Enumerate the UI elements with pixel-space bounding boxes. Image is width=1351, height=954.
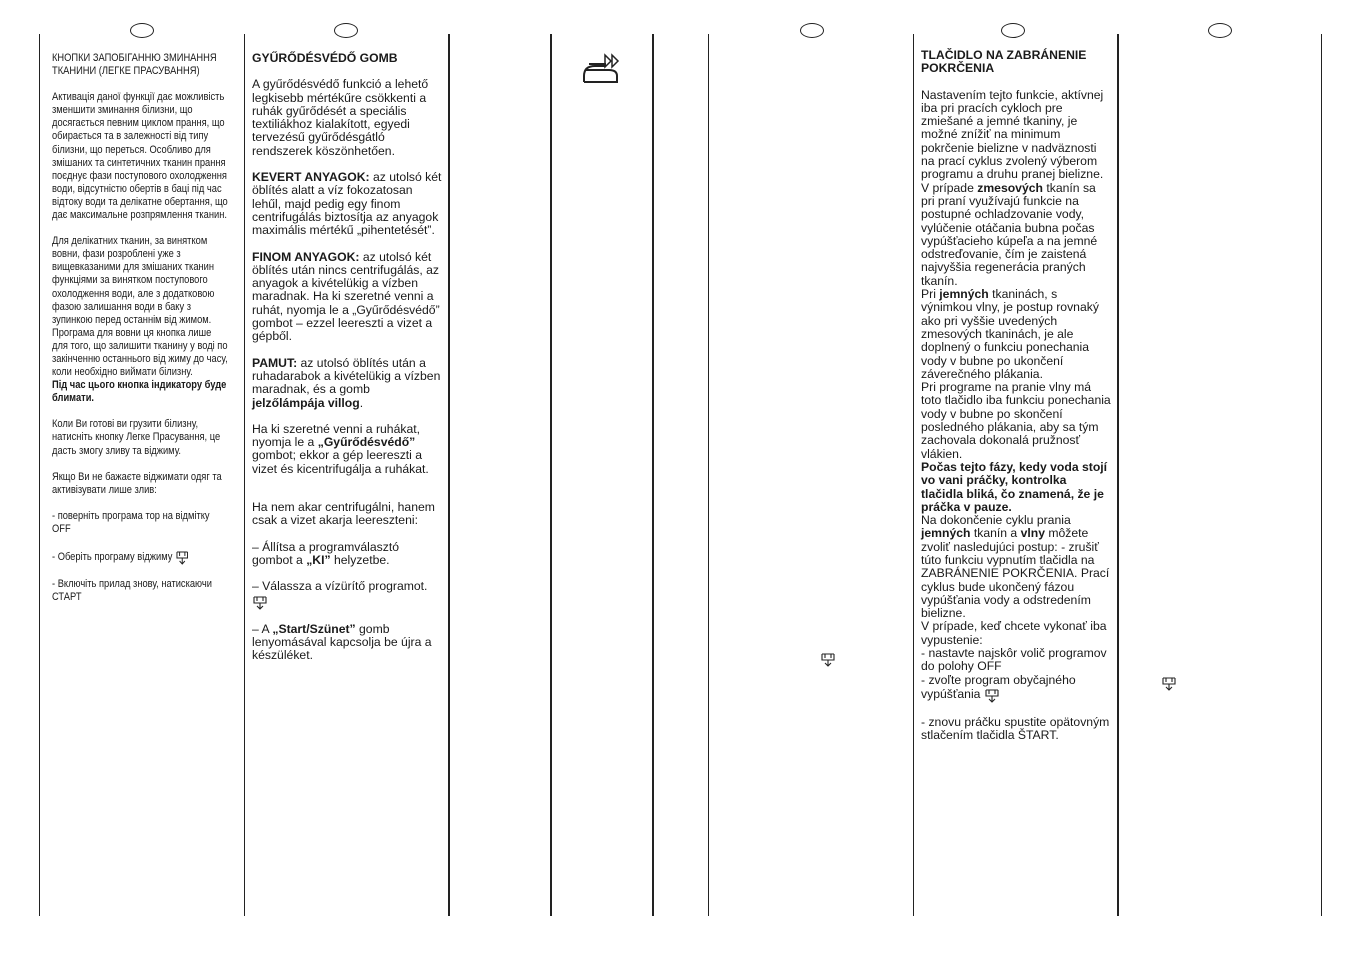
text: az utolsó két öblítés után nincs centrifugálás, az anyagok a kivételükig a vízben maradnak. Ha ki szeretné venni a ruhát, nyomja le a „Gyűrődésvédő” gombot – ezzel leereszti a vizet a gépből.	[252, 249, 440, 344]
column-rule	[39, 34, 40, 916]
emphasis: jelzőlámpája villog	[252, 395, 360, 410]
step: - nastavte najskôr volič programov do polohy OFF	[921, 646, 1107, 674]
paragraph: Якщо Ви не бажаєте віджимати одяг та активізувати лише злив:	[52, 470, 222, 496]
emphasis: vlny	[1020, 526, 1045, 541]
drain-spin-icon	[984, 687, 1000, 703]
section-title: КНОПКИ ЗАПОБІГАННЮ ЗМИНАННЯ ТКАНИНИ (ЛЕГКЕ ПРАСУВАННЯ)	[52, 52, 217, 78]
paragraph: Коли Ви готові ви грузити білизну, натисніть кнопку Легке Прасування, це дасть змогу зливу та віджиму.	[52, 418, 221, 457]
step: - поверніть програма тор на відмітку OFF	[52, 509, 210, 535]
paragraph	[252, 251, 442, 344]
ukrainian-column	[52, 52, 230, 617]
step	[921, 674, 1111, 703]
step: - znovu práčku spustite opätovným stlačením tlačidla ŠTART.	[921, 714, 1110, 743]
text: az utolsó öblítés után a ruhadarabok a kivételükig a vízben maradnak, és a gomb	[252, 355, 441, 397]
text: – A	[252, 621, 273, 636]
text: Ha ki szeretné venni a ruhákat, nyomja le a	[252, 421, 421, 450]
step	[252, 580, 442, 609]
emphasis: jemných	[921, 526, 971, 541]
text: gombot; ekkor a gép leereszti a vizet és kicentrifugálja a ruhákat.	[252, 448, 429, 476]
text: Pri	[921, 287, 940, 302]
step: - Оберіть програму віджиму	[52, 550, 173, 563]
column-rule	[708, 34, 709, 916]
emphasis: „Start/Szünet”	[272, 621, 356, 636]
column-rule	[244, 34, 245, 916]
drain-spin-icon	[175, 549, 189, 565]
paragraph: Програма для вовни ця кнопка лише для того, що залишити тканину у воді по закінченню останнього від жиму до часу, коли необхідно виймати білизну.	[52, 326, 228, 379]
text: Na dokončenie cyklu prania	[921, 513, 1071, 528]
text: môžete zvoliť nasledujúci postup: - zrušiť túto funkciu vypnutím tlačidla na ZABRÁNENIE POKRČENIA. Prací cyklus bude ukončený fázou vypúšťania vody a odstredením bielizne.	[921, 526, 1110, 621]
text: tkaninách, s výnimkou vlny, je postup rovnaký ako pri vyššie uvedených zmesových tkaninách, je ale doplnený o funkciu ponechania vody v bubne po ukončení záverečného plákania.	[921, 287, 1099, 381]
drain-spin-icon	[252, 594, 268, 610]
language-marker	[1208, 23, 1232, 38]
section-title: TLAČIDLO NA ZABRÁNENIE POKRČENIA	[921, 48, 1087, 76]
text: az utolsó két öblítés alatt a víz fokozatosan lehűl, majd pedig egy finom centrifugálás biztosítja az anyagok maximális mértékű „pihentetését”.	[252, 170, 442, 238]
column-rule	[550, 34, 552, 916]
language-marker	[334, 23, 358, 38]
paragraph	[252, 423, 442, 476]
paragraph: V prípade, keď chcete vykonať iba vypustenie:	[921, 619, 1107, 647]
text: - zvoľte program obyčajného vypúšťania	[921, 672, 1076, 702]
emphasis: zmesových	[977, 180, 1043, 195]
paragraph: Ha nem akar centrifugálni, hanem csak a vizet akarja leereszteni:	[252, 500, 435, 528]
paragraph-bold: Під час цього кнопка індикатору буде блимати.	[52, 379, 227, 405]
paragraph	[252, 357, 442, 410]
paragraph	[252, 171, 442, 237]
paragraph: Для делікатних тканин, за винятком вовни, фази розроблені уже з вищевказаними для змішаних тканин функціями за винятком поступового охолодження води, але з додатковою фазою залишання води в баку з зупинкою перед останнім від жимом.	[52, 235, 215, 326]
section-title: GYŰRŐDÉSVÉDŐ GOMB	[252, 51, 398, 65]
column-rule	[1321, 34, 1322, 916]
text: – Állítsa a programválasztó gombot a	[252, 539, 399, 567]
text: .	[359, 395, 364, 410]
text: tkanín sa pri praní využívajú funkcie na postupné ochladzovanie vody, vylúčenie otáčania bubna počas vypúšťacieho kúpeľa a na jemné odstreďovanie, čím je zaistená najvyššia regenerácia praných tkanín.	[921, 180, 1098, 288]
paragraph	[921, 288, 1111, 381]
text: helyzetbe.	[330, 552, 390, 567]
text: tkanín a	[970, 526, 1021, 541]
column-rule	[652, 34, 654, 916]
step	[252, 623, 442, 663]
language-marker	[800, 23, 824, 38]
step: - Включіть прилад знову, натискаючи СТАРТ	[52, 578, 212, 604]
text: – Válassza a vízürítő programot.	[252, 579, 428, 594]
drain-spin-icon	[820, 651, 836, 667]
paragraph: Nastavením tejto funkcie, aktívnej iba pri pracích cykloch pre zmiešané a jemné tkaniny, je možné znížiť na minimum pokrčenie bielizne v nadväznosti na prací cyklus zvolený výberom programu a druhu pranej bielizne.	[921, 87, 1104, 182]
paragraph: Pri programe na pranie vlny má toto tlačidlo iba funkciu ponechania vody v bubne po skončení posledného plákania, aby sa tým zachovala dokonalá pružnosť vlákien.	[921, 380, 1111, 461]
drain-spin-icon	[1161, 675, 1177, 691]
paragraph	[921, 514, 1111, 620]
easy-iron-icon	[581, 52, 623, 86]
emphasis: „KI”	[306, 552, 331, 567]
hungarian-column	[252, 52, 442, 675]
paragraph: Активація даної функції дає можливість зменшити зминання білизни, що досягається певним циклом прання, що обирається та в залежності від типу білизни, що переться. Особливо для змішаних та синтетичних тканин прання поєднує фази поступового охолодження води, відсутністю обертів в баці під час відтоку води та делікатне обертання, що дає максимальне розпрямлення тканин.	[52, 91, 228, 222]
language-marker	[1001, 23, 1025, 38]
language-marker	[130, 23, 154, 38]
label: KEVERT ANYAGOK:	[252, 170, 370, 185]
slovak-column	[921, 49, 1111, 756]
paragraph-bold: Počas tejto fázy, kedy voda stojí vo vani práčky, kontrolka tlačidla bliká, čo znamená, že je práčka v pauze.	[921, 459, 1108, 514]
label: PAMUT:	[252, 355, 298, 370]
step-with-icon	[52, 549, 230, 565]
step	[252, 541, 442, 568]
paragraph: A gyűrődésvédő funkció a lehető legkisebb mértékűre csökkenti a ruhák gyűrődését a speciális textiliákhoz kialakított, egyedi tervezésű gyűrődésgátló rendszerek köszönhetően.	[252, 77, 429, 158]
column-rule	[448, 34, 450, 916]
emphasis: „Gyűrődésvédő”	[317, 435, 416, 450]
text: gomb lenyomásával kapcsolja be újra a készüléket.	[252, 621, 432, 663]
text: V prípade	[921, 180, 978, 195]
paragraph	[921, 182, 1111, 288]
column-rule	[1117, 34, 1119, 916]
column-rule	[913, 34, 914, 916]
emphasis: jemných	[939, 287, 989, 302]
label: FINOM ANYAGOK:	[252, 249, 360, 264]
